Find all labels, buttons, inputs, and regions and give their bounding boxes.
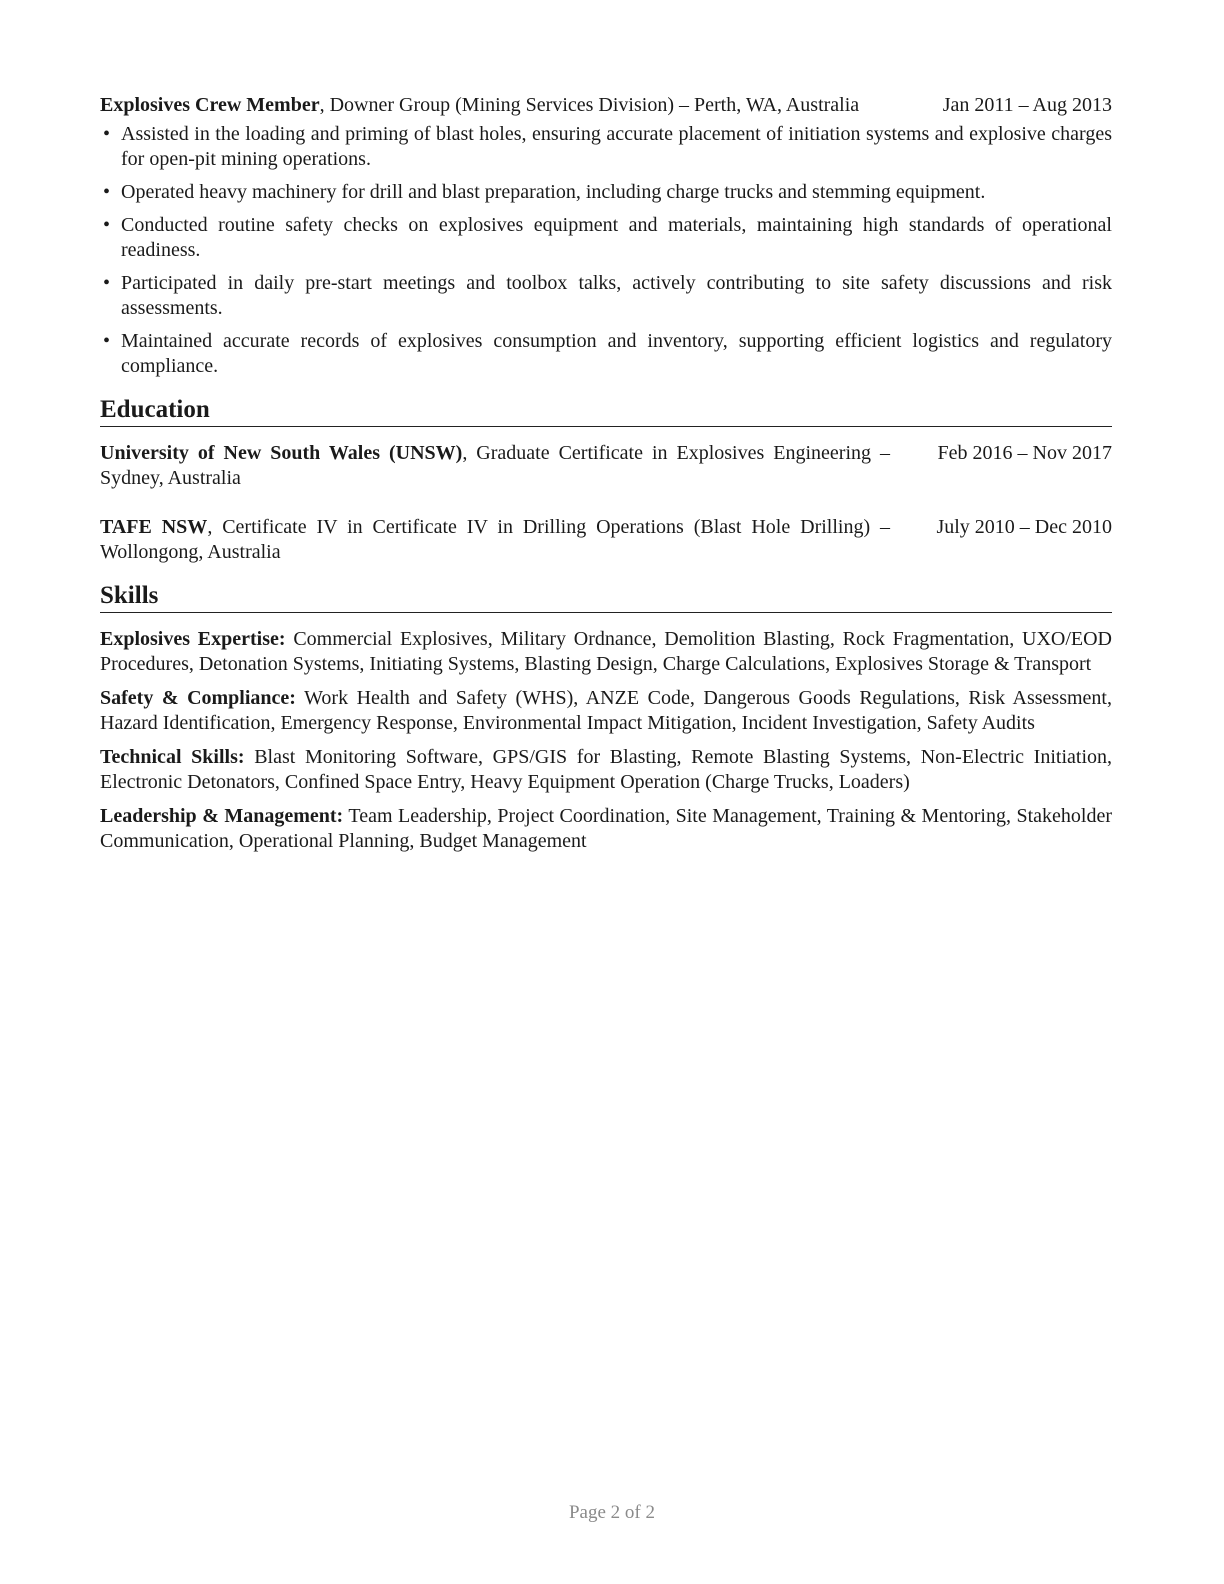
skills-list xyxy=(100,627,1112,854)
skill-row xyxy=(100,686,1112,736)
education-entry-header xyxy=(100,441,1112,491)
skill-category-items: Team Leadership, Project Coordination, Site Management, Training & Mentoring, Stakeholder Communication, Operational Planning, Budget Management xyxy=(100,805,1113,852)
experience-org-location: , Downer Group (Mining Services Division) – Perth, WA, Australia xyxy=(319,94,860,116)
experience-entry xyxy=(100,93,1112,379)
experience-entry-header xyxy=(100,93,1112,118)
education-heading: Education xyxy=(100,395,1112,427)
skill-category-label: Safety & Compliance: xyxy=(100,687,296,709)
experience-bullet: • Assisted in the loading and priming of blast holes, ensuring accurate placement of initiation systems and explosive charges for open-pit mining operations. xyxy=(103,123,1112,170)
bullet-icon: • xyxy=(103,214,111,236)
education-school-line xyxy=(100,515,890,565)
experience-bullet: • Participated in daily pre-start meetings and toolbox talks, actively contributing to site safety discussions and risk assessments. xyxy=(103,272,1112,319)
skill-category-label: Explosives Expertise: xyxy=(100,628,286,650)
skill-row xyxy=(100,745,1112,795)
page-number: Page 2 of 2 xyxy=(568,1502,655,1523)
education-school: University of New South Wales (UNSW) xyxy=(100,442,463,464)
experience-bullet-list xyxy=(100,122,1112,379)
education-entry-header xyxy=(100,515,1112,565)
education-entry xyxy=(100,515,1112,565)
experience-role-line xyxy=(100,93,890,118)
bullet-icon: • xyxy=(103,181,111,203)
experience-dates: Jan 2011 – Aug 2013 xyxy=(942,94,1112,116)
skill-category-items: Blast Monitoring Software, GPS/GIS for Blasting, Remote Blasting Systems, Non-Electric Initiation, Electronic Detonators, Confined Space Entry, Heavy Equipment Operation (Charge Trucks, Loaders) xyxy=(100,746,1112,793)
skill-category-items: Commercial Explosives, Military Ordnance, Demolition Blasting, Rock Fragmentation, UXO/EOD Procedures, Detonation Systems, Initiating Systems, Blasting Design, Charge Calculations, Explosives Storage & Transport xyxy=(100,628,1112,675)
experience-bullet: • Maintained accurate records of explosives consumption and inventory, supporting efficient logistics and regulatory compliance. xyxy=(103,330,1112,377)
education-dates: Feb 2016 – Nov 2017 xyxy=(937,442,1112,464)
education-school-line xyxy=(100,441,890,491)
resume-page xyxy=(100,93,1112,863)
education-details: , Graduate Certificate in Explosives Engineering – Sydney, Australia xyxy=(100,442,890,489)
skill-row xyxy=(100,804,1112,854)
education-entry xyxy=(100,441,1112,491)
skill-row xyxy=(100,627,1112,677)
skill-category-label: Leadership & Management: xyxy=(100,805,344,827)
education-school: TAFE NSW xyxy=(100,516,208,538)
experience-role: Explosives Crew Member xyxy=(100,94,320,116)
education-dates: July 2010 – Dec 2010 xyxy=(936,516,1112,538)
bullet-icon: • xyxy=(103,330,111,352)
bullet-icon: • xyxy=(103,123,111,145)
experience-bullet: • Conducted routine safety checks on explosives equipment and materials, maintaining high standards of operational readiness. xyxy=(103,214,1112,261)
skill-category-items: Work Health and Safety (WHS), ANZE Code, Dangerous Goods Regulations, Risk Assessment, Hazard Identification, Emergency Response, Environmental Impact Mitigation, Incident Investigation, Safety Audits xyxy=(100,687,1112,734)
education-details: , Certificate IV in Certificate IV in Drilling Operations (Blast Hole Drilling) – Wollongong, Australia xyxy=(100,516,890,563)
skills-heading: Skills xyxy=(100,581,1112,613)
skill-category-label: Technical Skills: xyxy=(100,746,245,768)
bullet-icon: • xyxy=(103,272,111,294)
experience-bullet: • Operated heavy machinery for drill and blast preparation, including charge trucks and stemming equipment. xyxy=(103,181,986,203)
